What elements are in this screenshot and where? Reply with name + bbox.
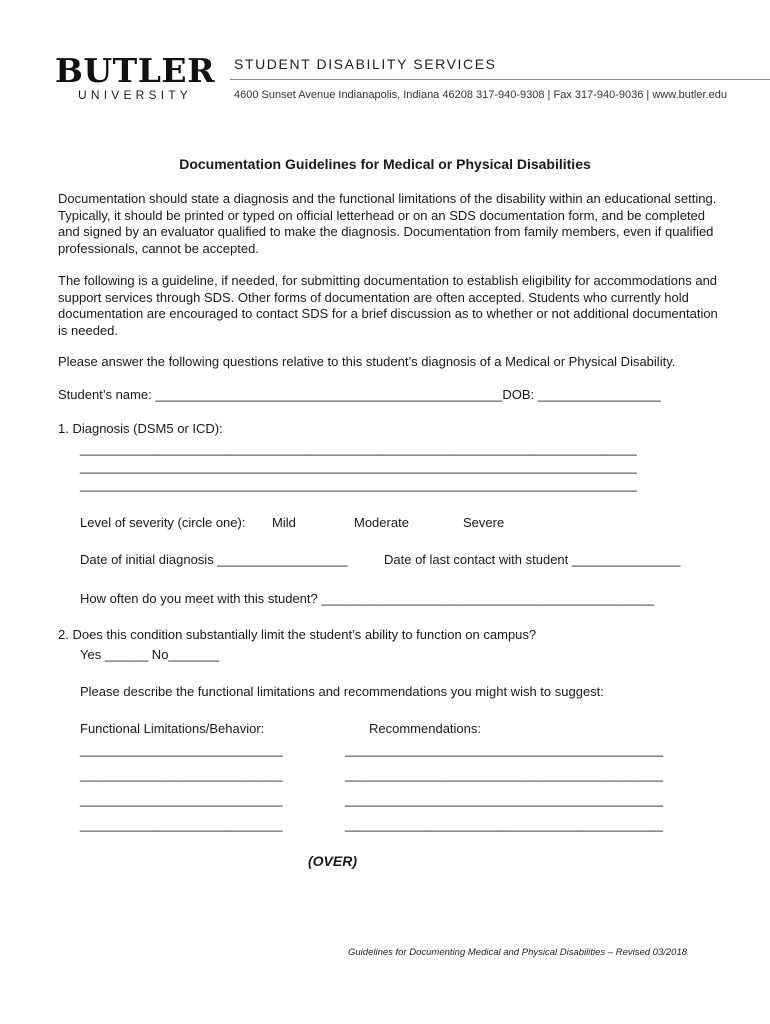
severity-label: Level of severity (circle one): <box>80 515 246 530</box>
recommendations-line-1[interactable]: ____________________________________________ <box>345 742 664 757</box>
severity-option-moderate[interactable]: Moderate <box>354 515 409 530</box>
recommendations-line-2[interactable]: ____________________________________________ <box>345 767 664 782</box>
question-2-limitation: 2. Does this condition substantially limit the student’s ability to function on campus? <box>58 627 537 642</box>
date-last-contact-field[interactable]: Date of last contact with student _______________ <box>384 552 681 567</box>
over-indicator: (OVER) <box>308 853 357 869</box>
limitations-line-3[interactable]: ____________________________ <box>80 792 283 807</box>
yes-no-field[interactable]: Yes ______ No_______ <box>80 647 220 662</box>
recommendations-line-3[interactable]: ____________________________________________ <box>345 792 664 807</box>
department-name: STUDENT DISABILITY SERVICES <box>234 56 497 72</box>
intro-paragraph-2: The following is a guideline, if needed, for submitting documentation to establish eligibility for accommodations and support services through SDS. Other forms of documentation are often accepted. Students who currently hold documentation are encouraged to contact SDS for a brief discussion as to whether or not additional documentation is needed. <box>58 273 718 338</box>
functional-limitations-header: Functional Limitations/Behavior: <box>80 721 265 736</box>
limitations-line-4[interactable]: ____________________________ <box>80 817 283 832</box>
intro-paragraph-1: Documentation should state a diagnosis and the functional limitations of the disability within an educational setting. Typically, it should be printed or typed on official letterhead or on an SDS documentation form, and be completed and signed by an evaluator qualified to make the diagnosis. Documentation from family members, even if qualified professionals, cannot be accepted. <box>58 191 717 256</box>
butler-logo-subtitle: UNIVERSITY <box>78 88 193 102</box>
severity-option-mild[interactable]: Mild <box>272 515 296 530</box>
date-initial-diagnosis-field[interactable]: Date of initial diagnosis __________________ <box>80 552 348 567</box>
recommendations-line-4[interactable]: ____________________________________________ <box>345 817 664 832</box>
contact-address: 4600 Sunset Avenue Indianapolis, Indiana 46208 317-940-9308 | Fax 317-940-9036 | www.butler.edu <box>234 89 727 101</box>
severity-option-severe[interactable]: Severe <box>463 515 505 530</box>
document-title: Documentation Guidelines for Medical or Physical Disabilities <box>179 156 591 172</box>
limitations-line-1[interactable]: ____________________________ <box>80 742 283 757</box>
limitations-line-2[interactable]: ____________________________ <box>80 767 283 782</box>
butler-logo-wordmark: BUTLER <box>55 51 216 90</box>
describe-instruction: Please describe the functional limitations and recommendations you might wish to suggest: <box>80 684 604 699</box>
instruction-paragraph: Please answer the following questions relative to this student’s diagnosis of a Medical or Physical Disability. <box>58 354 676 369</box>
diagnosis-line-2[interactable]: _____________________________________________________________________________ <box>80 459 637 474</box>
question-1-diagnosis: 1. Diagnosis (DSM5 or ICD): <box>58 421 223 436</box>
recommendations-header: Recommendations: <box>369 721 481 736</box>
student-name-dob-field[interactable]: Student’s name: ________________________________________________DOB: _________________ <box>58 387 661 402</box>
page-footer: Guidelines for Documenting Medical and Physical Disabilities – Revised 03/2018 <box>348 947 688 958</box>
meeting-frequency-field[interactable]: How often do you meet with this student? ______________________________________________ <box>80 591 654 606</box>
diagnosis-line-1[interactable]: _____________________________________________________________________________ <box>80 441 637 456</box>
diagnosis-line-3[interactable]: _____________________________________________________________________________ <box>80 477 637 492</box>
header-divider <box>230 79 770 80</box>
